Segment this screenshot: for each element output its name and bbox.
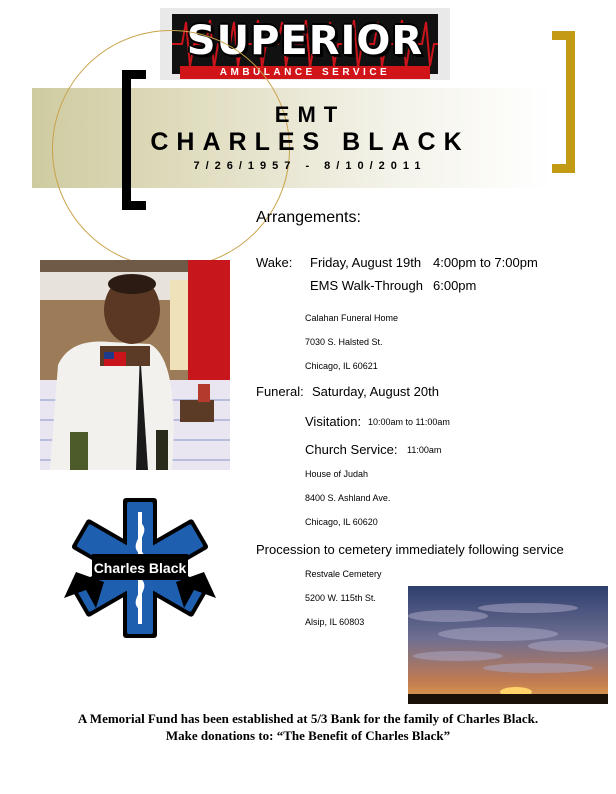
header-title: EMT: [274, 102, 346, 127]
star-of-life-emblem: [62, 498, 218, 640]
church-service-label: Church Service:: [305, 442, 398, 457]
church-service-time: 11:00am: [407, 445, 442, 455]
sunset-photo: [408, 586, 608, 704]
header-dates: 7/26/1957 - 8/10/2011: [193, 160, 427, 172]
wake-date: Friday, August 19th: [310, 255, 422, 270]
ems-walkthrough-label: EMS Walk-Through: [310, 278, 423, 293]
logo-title: SUPERIOR: [186, 18, 424, 64]
right-bracket-bottom: [552, 164, 575, 173]
memorial-line-2: Make donations to: “The Benefit of Charles Black”: [165, 728, 451, 743]
wake-street: 7030 S. Halsted St.: [305, 337, 383, 347]
memorial-line-1: A Memorial Fund has been established at 5/3 Bank for the family of Charles Black.: [77, 711, 539, 726]
portrait-photo: [40, 260, 230, 470]
visitation-time: 10:00am to 11:00am: [368, 417, 450, 427]
cemetery-city: Alsip, IL 60803: [305, 617, 365, 627]
logo-subtitle: AMBULANCE SERVICE: [180, 66, 430, 79]
cemetery-street: 5200 W. 115th St.: [305, 593, 376, 603]
visitation-label: Visitation:: [305, 414, 362, 429]
right-bracket: [566, 31, 575, 173]
funeral-label: Funeral:: [256, 384, 304, 399]
procession-text: Procession to cemetery immediately following service: [256, 542, 564, 557]
emblem-ribbon-text: Charles Black: [93, 560, 187, 576]
arrangements-heading: Arrangements:: [256, 209, 361, 226]
wake-city: Chicago, IL 60621: [305, 361, 378, 371]
cemetery-venue: Restvale Cemetery: [305, 569, 382, 579]
header-name: CHARLES BLACK: [150, 128, 470, 156]
funeral-city: Chicago, IL 60620: [305, 517, 378, 527]
left-bracket-bottom: [122, 201, 146, 210]
funeral-venue: House of Judah: [305, 469, 369, 479]
wake-time: 4:00pm to 7:00pm: [433, 255, 538, 270]
memorial-fund-note: [0, 710, 616, 744]
left-bracket-top: [122, 70, 146, 79]
wake-venue: Calahan Funeral Home: [305, 313, 399, 323]
right-bracket-top: [552, 31, 575, 40]
funeral-street: 8400 S. Ashland Ave.: [305, 493, 391, 503]
wake-label: Wake:: [256, 255, 293, 270]
funeral-date: Saturday, August 20th: [312, 384, 439, 399]
ems-walkthrough-time: 6:00pm: [433, 278, 477, 293]
